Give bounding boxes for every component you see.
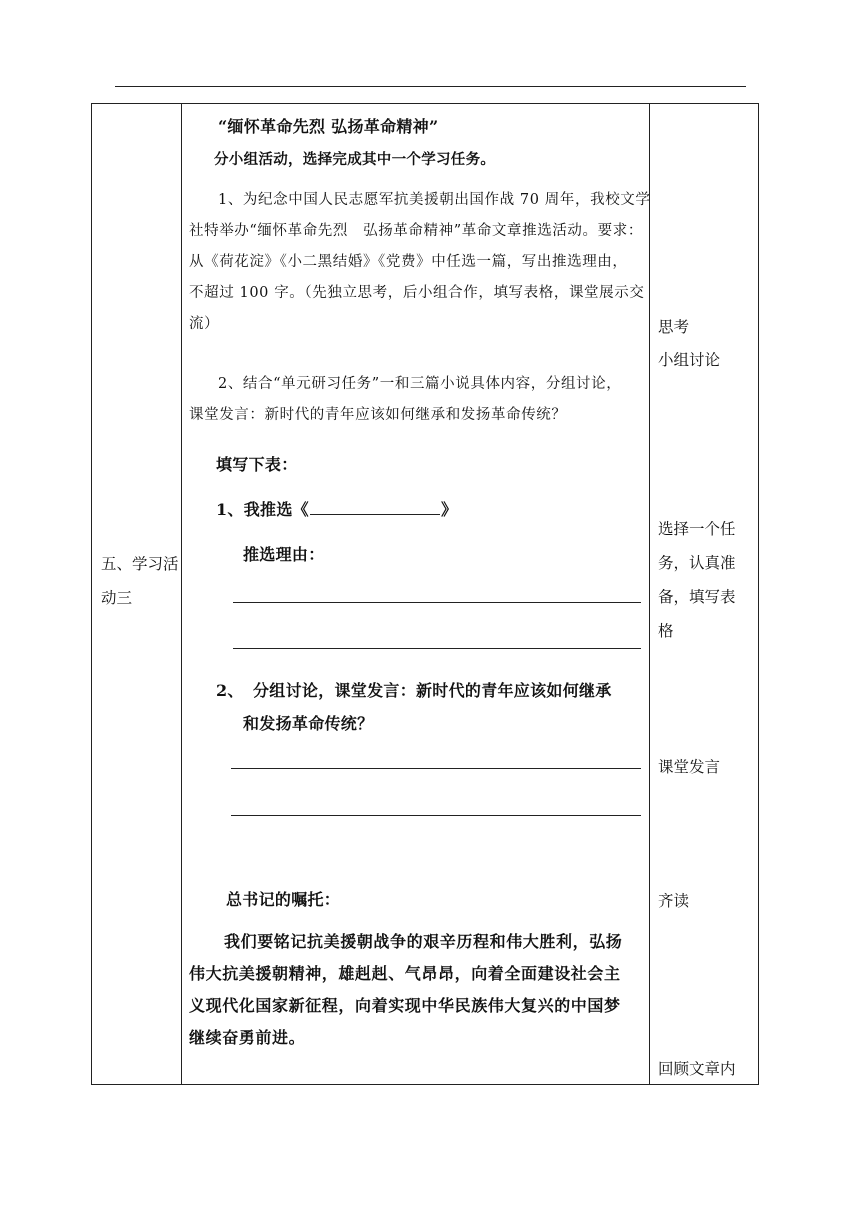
recommend-suffix: 》: [440, 500, 458, 519]
quote-line: 继续奋勇前进。: [189, 1028, 306, 1047]
column-divider: [181, 104, 182, 1084]
task-2-line: 课堂发言：新时代的青年应该如何继承和发扬革命传统？: [189, 407, 567, 423]
quote-line: 义现代化国家新征程，向着实现中华民族伟大复兴的中国梦: [189, 996, 621, 1015]
task-1-line: 从《荷花淀》《小二黑结婚》《党费》中任选一篇，写出推选理由，: [189, 254, 628, 270]
recommend-prefix: 1、我推选《: [216, 500, 309, 519]
activity-choose-line: 格: [658, 622, 674, 640]
quote-line: 我们要铭记抗美援朝战争的艰辛历程和伟大胜利，弘扬: [224, 932, 623, 951]
discussion-answer-line-tail: [621, 768, 641, 769]
activity-choose-line: 备，填写表: [658, 588, 736, 606]
activity-speech: 课堂发言: [658, 758, 721, 776]
row-label-line1: 五、学习活: [101, 555, 179, 573]
task-2-line: 2、结合“单元研习任务”一和三篇小说具体内容，分组讨论，: [218, 376, 622, 392]
recommend-reason-label: 推选理由：: [243, 545, 325, 564]
quote-line: 伟大抗美援朝精神，雄赳赳、气昂昂，向着全面建设社会主: [189, 964, 621, 983]
activity-choose-line: 选择一个任: [658, 520, 736, 538]
recommend-title-blank[interactable]: [310, 500, 440, 515]
reason-answer-line[interactable]: [233, 602, 641, 603]
quote-heading: 总书记的嘱托：: [226, 890, 341, 909]
activity-think: 思考: [658, 318, 690, 336]
activity-read-aloud: 齐读: [658, 892, 690, 910]
task-1-paragraph: [189, 185, 651, 340]
reason-answer-line[interactable]: [233, 648, 641, 649]
quote-paragraph: [189, 926, 622, 1054]
task-1-line: 不超过 100 字。（先独立思考，后小组合作，填写表格，课堂展示交: [189, 285, 645, 301]
activity-title: “缅怀革命先烈 弘扬革命精神”: [218, 117, 439, 136]
task-1-line: 流）: [189, 316, 220, 332]
discussion-answer-line[interactable]: [231, 815, 641, 816]
discussion-prompt-line1: 分组讨论，课堂发言：新时代的青年应该如何继承: [253, 681, 612, 700]
page-header-rule: [115, 86, 746, 87]
discussion-number: 2、: [216, 681, 244, 700]
recommend-item: [216, 497, 457, 520]
activity-review: 回顾文章内: [658, 1060, 736, 1078]
row-label-line2: 动三: [101, 589, 133, 607]
activity-intro: 分小组活动，选择完成其中一个学习任务。: [214, 151, 496, 168]
fill-table-heading: 填写下表：: [216, 455, 298, 474]
discussion-prompt-line2: 和发扬革命传统？: [243, 714, 374, 733]
task-1-line: 1、为纪念中国人民志愿军抗美援朝出国作战 70 周年，我校文学: [218, 192, 651, 208]
discussion-answer-line[interactable]: [231, 768, 621, 769]
task-2-paragraph: [189, 369, 621, 431]
task-1-line: 社特举办“缅怀革命先烈 弘扬革命精神”革命文章推选活动。要求：: [189, 223, 643, 239]
activity-choose-line: 务，认真准: [658, 554, 736, 572]
activity-group-discussion: 小组讨论: [658, 351, 721, 369]
